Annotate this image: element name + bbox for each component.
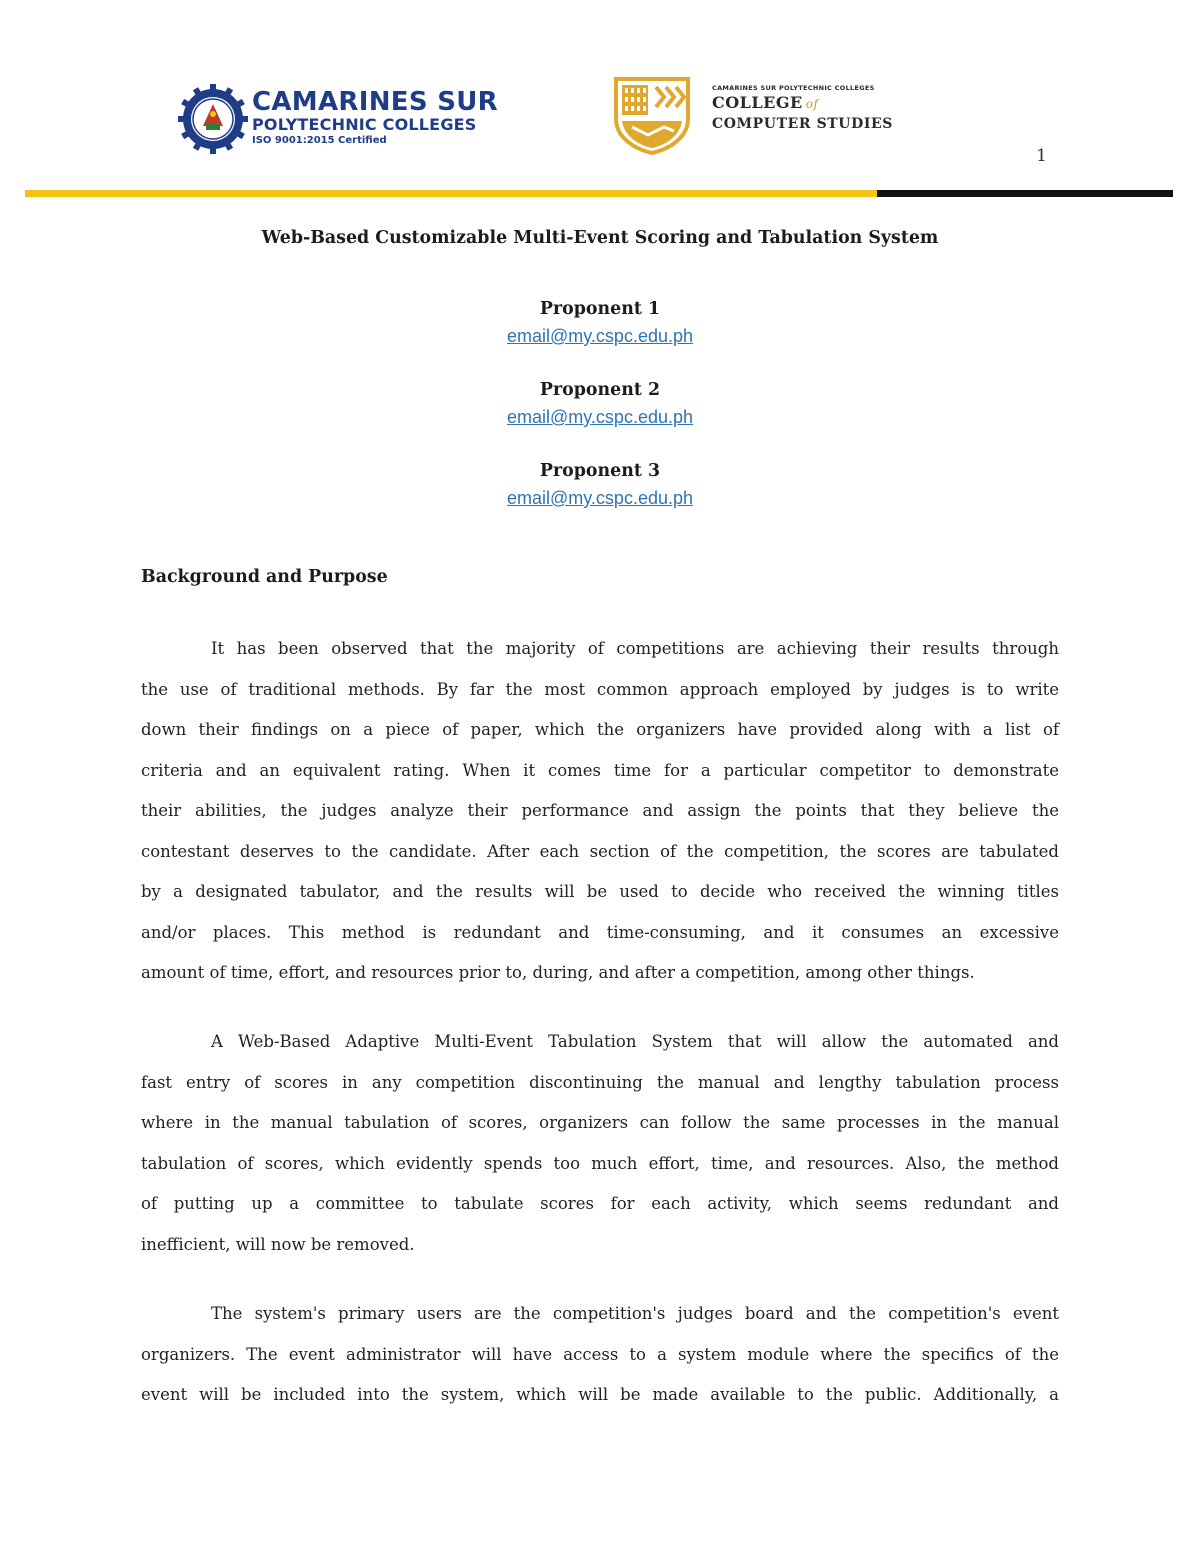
ccs-college: COLLEGE [712,93,803,112]
paragraph-line: criteria and an equivalent rating. When it comes time for a particular competitor to demonstrate [141,760,1059,780]
cspc-logo [178,82,498,160]
paragraph-line: of putting up a committee to tabulate scores for each activity, which seems redundant and [141,1194,1059,1213]
body-paragraph [141,1022,1059,1265]
ccs-institution: CAMARINES SUR POLYTECHNIC COLLEGES [712,84,875,92]
proponent-block [0,295,1200,349]
ccs-of: of [805,97,819,111]
proponent-name: Proponent 1 [539,299,661,319]
proponent-email-link[interactable]: email@my.cspc.edu.ph [506,326,693,346]
proponent-email-link[interactable]: email@my.cspc.edu.ph [506,407,693,427]
paragraph-line: It has been observed that the majority of competitions are achieving their results through [211,639,1059,658]
paragraph-line: and/or places. This method is redundant and time-consuming, and it consumes an excessive [141,922,1059,942]
body-paragraph [141,1294,1059,1416]
paragraph-line: inefficient, will now be removed. [141,1234,415,1254]
header-rule-black [877,190,1173,197]
paragraph-line: by a designated tabulator, and the results will be used to decide who received the winning titles [141,882,1059,901]
ccs-shield-icon [612,75,692,155]
paragraph-line: where in the manual tabulation of scores, organizers can follow the same processes in the manual [141,1113,1059,1132]
paragraph-line: the use of traditional methods. By far the most common approach employed by judges is to write [141,679,1059,699]
proponent-name: Proponent 2 [539,380,661,400]
paragraph-line: amount of time, effort, and resources prior to, during, and after a competition, among other things. [141,963,975,982]
ccs-logo [612,75,922,155]
paragraph-line: their abilities, the judges analyze their performance and assign the points that they believe the [141,801,1059,820]
page-number: 1 [1036,146,1047,166]
paragraph-line: down their findings on a piece of paper, which the organizers have provided along with a list of [141,720,1059,739]
cspc-seal-icon [178,84,248,154]
paragraph-line: fast entry of scores in any competition discontinuing the manual and lengthy tabulation process [141,1072,1059,1092]
body-paragraph [141,629,1059,994]
cspc-name: CAMARINES SUR [252,87,498,117]
paragraph-line: event will be included into the system, which will be made available to the public. Additionally, a [141,1385,1059,1404]
proponent-name: Proponent 3 [539,461,661,481]
proponent-block [0,376,1200,430]
ccs-department: COMPUTER STUDIES [712,116,893,132]
cspc-subname: POLYTECHNIC COLLEGES [252,115,477,134]
paragraph-line: contestant deserves to the candidate. After each section of the competition, the scores are tabulated [141,841,1059,861]
proponent-block [0,457,1200,511]
proponent-email-link[interactable]: email@my.cspc.edu.ph [506,488,693,508]
paragraph-line: tabulation of scores, which evidently spends too much effort, time, and resources. Also, the method [141,1153,1059,1173]
document-title: Web-Based Customizable Multi-Event Scoring and Tabulation System [261,228,939,248]
section-heading: Background and Purpose [141,567,388,587]
paragraph-line: organizers. The event administrator will have access to a system module where the specifics of the [141,1344,1059,1364]
iso-certification: ISO 9001:2015 Certified [252,135,387,146]
header-rule-yellow [25,190,877,197]
paragraph-line: A Web-Based Adaptive Multi-Event Tabulation System that will allow the automated and [211,1032,1059,1051]
paragraph-line: The system's primary users are the competition's judges board and the competition's event [211,1304,1059,1323]
